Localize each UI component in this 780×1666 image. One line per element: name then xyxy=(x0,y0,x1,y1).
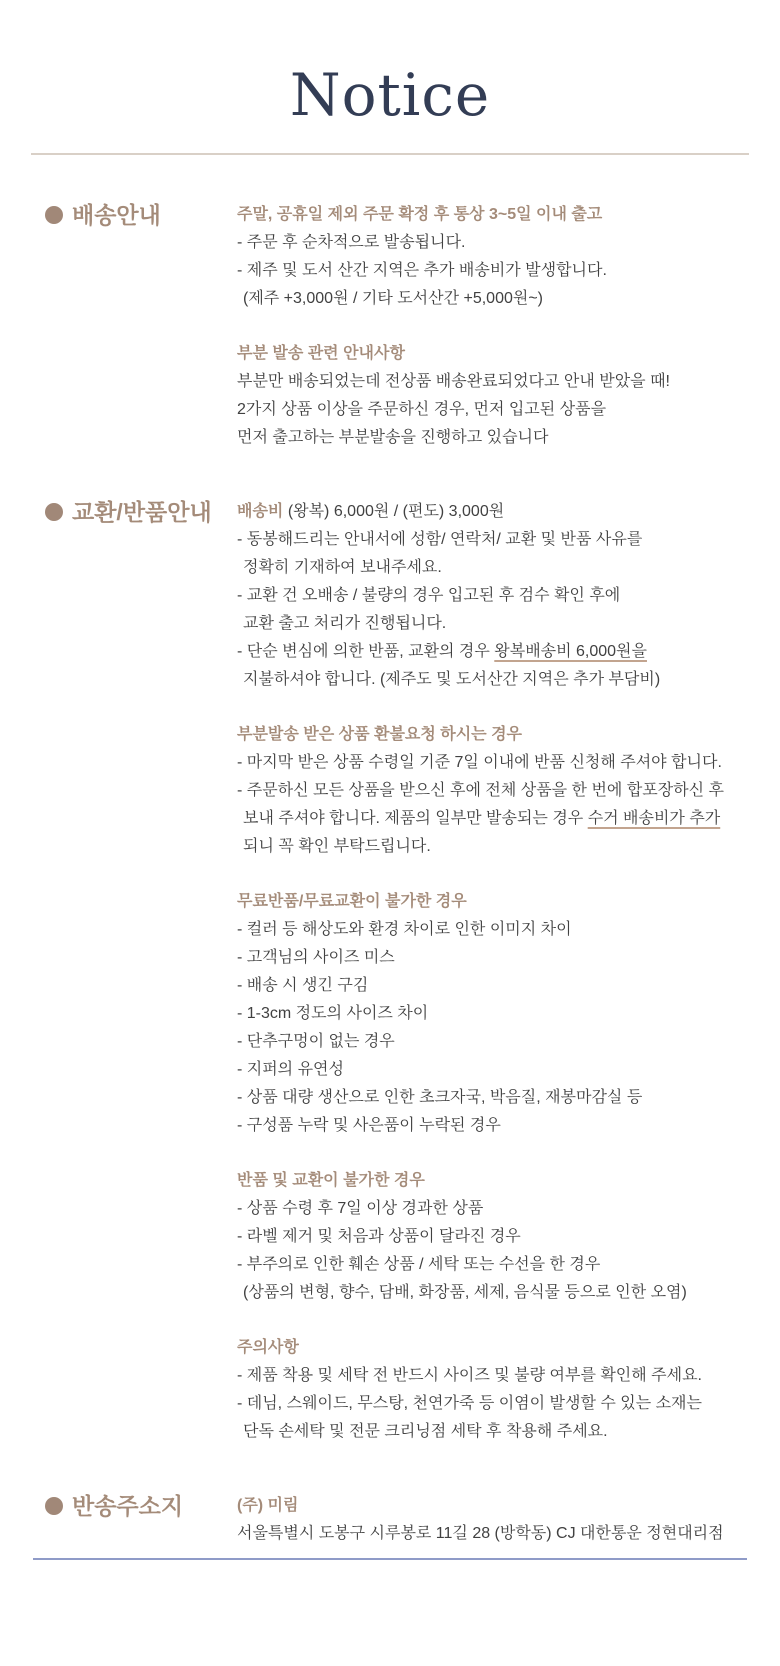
notice-block xyxy=(237,1334,724,1446)
block-heading xyxy=(237,201,670,229)
notice-line: - 상품 수령 후 7일 이상 경과한 상품 xyxy=(237,1200,484,1217)
bullet-icon xyxy=(45,206,63,224)
block-heading-strong: 무료반품/무료교환이 불가한 경우 xyxy=(237,893,467,910)
notice-line: - 지퍼의 유연성 xyxy=(237,1061,344,1078)
block-heading-strong: (주) 미림 xyxy=(237,1497,299,1514)
block-heading xyxy=(237,498,724,526)
notice-line: (상품의 변형, 향수, 담배, 화장품, 세제, 음식물 등으로 인한 오염) xyxy=(243,1284,687,1301)
top-divider xyxy=(31,153,749,155)
notice-line: 서울특별시 도봉구 시루봉로 11길 28 (방학동) CJ 대한통운 정현대리점 xyxy=(237,1525,724,1542)
notice-line: - 제주 및 도서 산간 지역은 추가 배송비가 발생합니다. xyxy=(237,262,607,279)
notice-line: - 주문하신 모든 상품을 받으신 후에 전체 상품을 한 번에 합포장하신 후 xyxy=(237,782,724,799)
notice-block xyxy=(237,1167,724,1307)
section-label-text: 배송안내 xyxy=(72,202,161,228)
notice-line: - 마지막 받은 상품 수령일 기준 7일 이내에 반품 신청해 주셔야 합니다. xyxy=(237,754,722,771)
notice-line: - 구성품 누락 및 사은품이 누락된 경우 xyxy=(237,1117,501,1134)
notice-line: 정확히 기재하여 보내주세요. xyxy=(243,559,442,576)
block-heading xyxy=(237,1167,724,1195)
notice-line: 먼저 출고하는 부분발송을 진행하고 있습니다 xyxy=(237,429,549,446)
block-heading-rest: (왕복) 6,000원 / (편도) 3,000원 xyxy=(283,503,505,520)
notice-line: - 상품 대량 생산으로 인한 초크자국, 박음질, 재봉마감실 등 xyxy=(237,1089,643,1106)
underlined-text: 왕복배송비 6,000원을 xyxy=(494,643,647,660)
block-heading xyxy=(237,721,724,749)
notice-line: 지불하셔야 합니다. (제주도 및 도서산간 지역은 추가 부담비) xyxy=(243,671,661,688)
block-heading-strong: 주의사항 xyxy=(237,1339,299,1356)
notice-line xyxy=(237,638,724,666)
block-heading xyxy=(237,1334,724,1362)
block-heading-strong: 반품 및 교환이 불가한 경우 xyxy=(237,1172,425,1189)
notice-line: 되니 꼭 확인 부탁드립니다. xyxy=(243,838,431,855)
block-heading xyxy=(237,1492,724,1520)
notice-line: 교환 출고 처리가 진행됩니다. xyxy=(243,615,447,632)
notice-line: - 동봉해드리는 안내서에 성함/ 연락처/ 교환 및 반품 사유를 xyxy=(237,531,643,548)
notice-block xyxy=(237,888,724,1140)
bullet-icon xyxy=(45,503,63,521)
notice-block xyxy=(237,498,724,694)
notice-line: - 라벨 제거 및 처음과 상품이 달라진 경우 xyxy=(237,1228,521,1245)
notice-line: - 배송 시 생긴 구김 xyxy=(237,977,369,994)
section-label-return-address xyxy=(45,1492,237,1520)
section-shipping-guide xyxy=(0,201,780,452)
notice-line: - 데님, 스웨이드, 무스탕, 천연가죽 등 이염이 발생할 수 있는 소재는 xyxy=(237,1395,702,1412)
notice-line: - 고객님의 사이즈 미스 xyxy=(237,949,395,966)
notice-line: 부분만 배송되었는데 전상품 배송완료되었다고 안내 받았을 때! xyxy=(237,373,670,390)
sections xyxy=(0,201,780,1548)
notice-line: 단독 손세탁 및 전문 크리닝점 세탁 후 착용해 주세요. xyxy=(243,1423,608,1440)
block-heading-strong: 배송비 xyxy=(237,503,284,520)
section-return-address xyxy=(0,1492,780,1548)
notice-line: 2가지 상품 이상을 주문하신 경우, 먼저 입고된 상품을 xyxy=(237,401,607,418)
bullet-icon xyxy=(45,1497,63,1515)
notice-block xyxy=(237,721,724,861)
block-heading xyxy=(237,340,670,368)
notice-line: - 컬러 등 해상도와 환경 차이로 인한 이미지 차이 xyxy=(237,921,572,938)
section-exchange-return-guide xyxy=(0,498,780,1446)
notice-line: - 단추구멍이 없는 경우 xyxy=(237,1033,395,1050)
block-heading-strong: 부분발송 받은 상품 환불요청 하시는 경우 xyxy=(237,726,522,743)
notice-line xyxy=(237,805,724,833)
page-title: Notice xyxy=(289,61,491,129)
line-text: 보내 주셔야 합니다. 제품의 일부만 발송되는 경우 xyxy=(243,810,588,827)
block-heading-strong: 부분 발송 관련 안내사항 xyxy=(237,345,405,362)
section-label-text: 교환/반품안내 xyxy=(72,499,212,525)
section-label-shipping-guide xyxy=(45,201,237,229)
section-content xyxy=(237,201,670,452)
notice-line: - 부주의로 인한 훼손 상품 / 세탁 또는 수선을 한 경우 xyxy=(237,1256,601,1273)
section-content xyxy=(237,1492,724,1548)
underlined-text: 수거 배송비가 추가 xyxy=(587,810,721,827)
notice-line: - 주문 후 순차적으로 발송됩니다. xyxy=(237,234,466,251)
section-content xyxy=(237,498,724,1446)
block-heading xyxy=(237,888,724,916)
section-label-exchange-return-guide xyxy=(45,498,237,526)
notice-line: - 교환 건 오배송 / 불량의 경우 입고된 후 검수 확인 후에 xyxy=(237,587,621,604)
notice-line: - 제품 착용 및 세탁 전 반드시 사이즈 및 불량 여부를 확인해 주세요. xyxy=(237,1367,702,1384)
section-label-text: 반송주소지 xyxy=(72,1493,184,1519)
notice-block xyxy=(237,340,670,452)
notice-line: (제주 +3,000원 / 기타 도서산간 +5,000원~) xyxy=(243,290,543,307)
block-heading-strong: 주말, 공휴일 제외 주문 확정 후 통상 3~5일 이내 출고 xyxy=(237,206,603,223)
notice-line: - 1-3cm 정도의 사이즈 차이 xyxy=(237,1005,429,1022)
bottom-divider xyxy=(33,1558,747,1560)
notice-block xyxy=(237,201,670,313)
notice-block xyxy=(237,1492,724,1548)
line-text: - 단순 변심에 의한 반품, 교환의 경우 xyxy=(237,643,495,660)
